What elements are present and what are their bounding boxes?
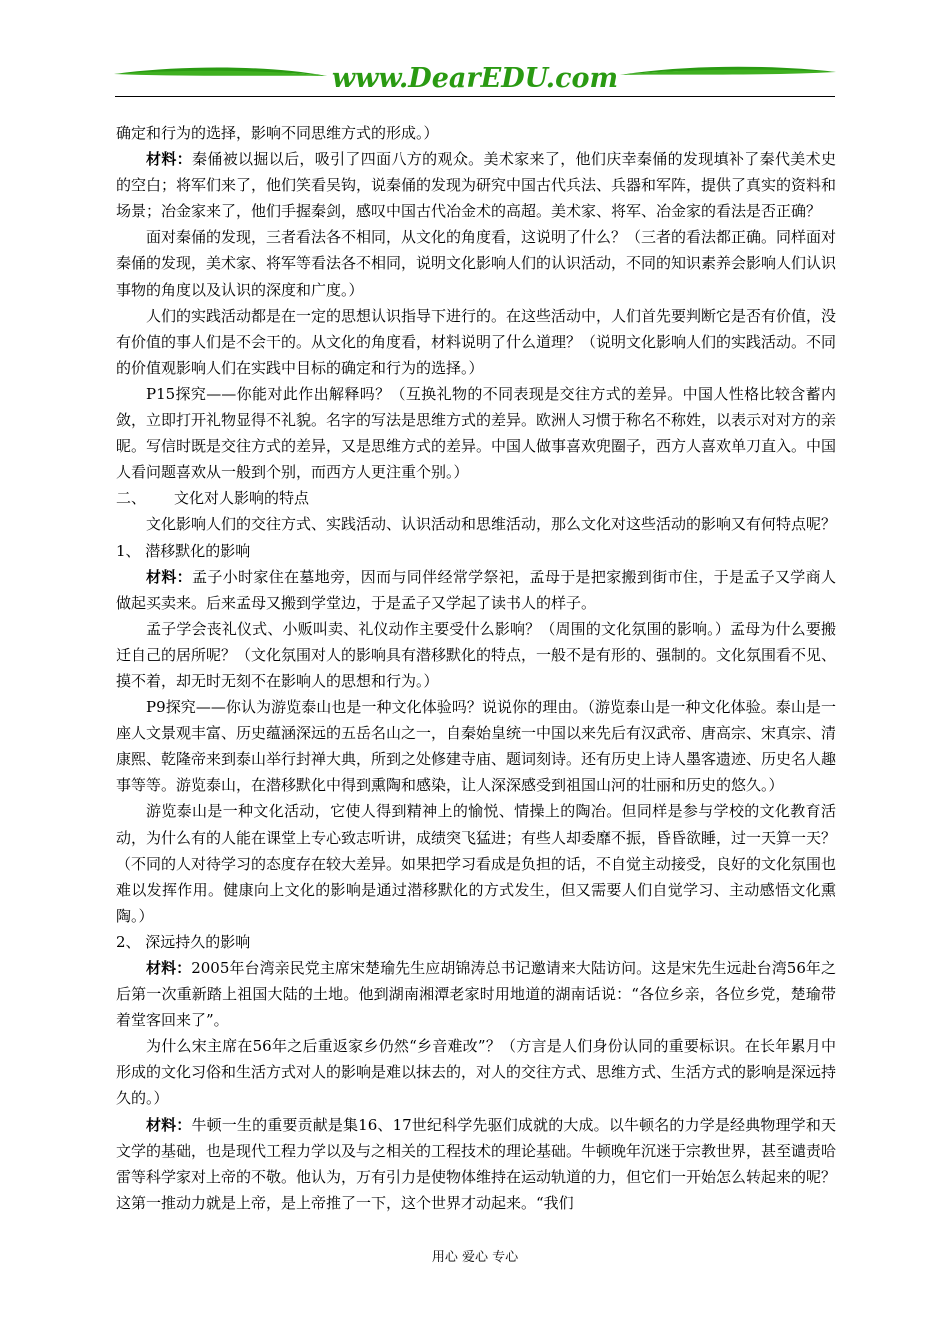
paragraph: P15探究——你能对此作出解释吗？（互换礼物的不同表现是交往方式的差异。中国人性格比较含蓄内敛，立即打开礼物显得不礼貌。名字的写法是思维方式的差异。欧洲人习惯于称名不称姓，以表示对对方的亲昵。写信时既是交往方式的差异，又是思维方式的差异。中国人做事喜欢兜圈子，西方人喜欢单刀直入。中国人看问题喜欢从一般到个别，而西方人更注重个别。）: [116, 384, 837, 482]
document-body: [116, 120, 836, 1216]
material-label: 材料：: [146, 150, 193, 169]
paragraph: [116, 955, 836, 1033]
paragraph: 确定和行为的选择，影响不同思维方式的形成。）: [116, 124, 439, 142]
paragraph: 游览泰山是一种文化活动，它使人得到精神上的愉悦、情操上的陶冶。但同样是参与学校的文化教育活动，为什么有的人能在课堂上专心致志听讲，成绩突飞猛进；有些人却委靡不振，昏昏欲睡，过一天算一天？（不同的人对待学习的态度存在较大差异。如果把学习看成是负担的话，不自觉主动接受，良好的文化氛围也难以发挥作用。健康向上文化的影响是通过潜移默化的方式发生，但又需要人们自觉学习、主动感悟文化熏陶。）: [116, 802, 837, 925]
header-swoosh-graphic: [112, 60, 838, 100]
paragraph: P9探究——你认为游览泰山也是一种文化体验吗？说说你的理由。（游览泰山是一种文化体验。泰山是一座人文景观丰富、历史蕴涵深远的五岳名山之一，自秦始皇统一中国以来先后有汉武帝、唐高宗、宋真宗、清康熙、乾隆帝来到泰山举行封禅大典，所到之处修建寺庙、题词刻诗。还有历史上诗人墨客遗迹、历史名人趣事等等。游览泰山，在潜移默化中得到熏陶和感染，让人深深感受到祖国山河的壮丽和历史的悠久。）: [116, 698, 837, 795]
paragraph: 人们的实践活动都是在一定的思想认识指导下进行的。在这些活动中，人们首先要判断它是否有价值，没有价值的事人们是不会干的。从文化的角度看，材料说明了什么道理？（说明文化影响人们的实践活动。不同的价值观影响人们在实践中目标的确定和行为的选择。）: [116, 306, 837, 377]
material-label: 材料：: [146, 1115, 192, 1134]
paragraph-text: 2005年台湾亲民党主席宋楚瑜先生应胡锦涛总书记邀请来大陆访问。这是宋先生远赴台湾56年之后第一次重新踏上祖国大陆的土地。他到湖南湘潭老家时用地道的湖南话说：“各位乡亲，各位乡党，楚瑜带着堂客回来了”。: [116, 959, 836, 1030]
section-number: 二、: [116, 489, 147, 508]
paragraph: 为什么宋主席在56年之后重返家乡仍然“乡音难改”？（方言是人们身份认同的重要标识。在长年累月中形成的文化习俗和生活方式对人的影响是难以抹去的，对人的交往方式、思维方式、生活方式的影响是深远持久的。）: [116, 1037, 837, 1108]
subsection-heading: 1、 潜移默化的影响: [116, 541, 251, 560]
site-url-logo: www.DearEDU.com: [331, 63, 619, 94]
paragraph: 孟子学会丧礼仪式、小贩叫卖、礼仪动作主要受什么影响？（周围的文化氛围的影响。）孟母为什么要搬迁自己的居所呢？（文化氛围对人的影响具有潜移默化的特点，一般不是有形的、强制的。文化氛围看不见、摸不着，却无时无刻不在影响人的思想和行为。）: [116, 619, 837, 690]
paragraph: 文化影响人们的交往方式、实践活动、认识活动和思维活动，那么文化对这些活动的影响又有何特点呢？: [146, 515, 837, 534]
paragraph: [116, 564, 836, 616]
paragraph-text: 牛顿一生的重要贡献是集16、17世纪科学先驱们成就的大成。以牛顿名的力学是经典物理学和天文学的基础，也是现代工程力学以及与之相关的工程技术的理论基础。牛顿晚年沉迷于宗教世界，甚至谴责哈雷等科学家对上帝的不敬。他认为，万有引力是使物体维持在运动轨道的力，但它们一开始怎么转起来的呢？这第一推动力就是上帝，是上帝推了一下，这个世界才动起来。“我们: [116, 1115, 837, 1212]
section-heading: [116, 485, 836, 511]
paragraph: [116, 1112, 836, 1216]
paragraph: [116, 146, 836, 224]
subsection-heading: 2、 深远持久的影响: [116, 932, 251, 951]
paragraph: 面对秦俑的发现，三者看法各不相同，从文化的角度看，这说明了什么？（三者的看法都正确。同样面对秦俑的发现，美术家、将军等看法各不相同，说明文化影响人们的认识活动，不同的知识素养会影响人们认识事物的角度以及认识的深度和广度。）: [116, 228, 837, 299]
paragraph-text: 秦俑被以掘以后，吸引了四面八方的观众。美术家来了，他们庆幸秦俑的发现填补了秦代美术史的空白；将军们来了，他们笑看吴钩，说秦俑的发现为研究中国古代兵法、兵器和军阵，提供了真实的资料和场景；冶金家来了，他们手握秦剑，感叹中国古代冶金术的高超。美术家、将军、冶金家的看法是否正确？: [116, 150, 837, 221]
paragraph-text: 孟子小时家住在墓地旁，因而与同伴经常学祭祀，孟母于是把家搬到街市住，于是孟子又学商人做起买卖来。后来孟母又搬到学堂边，于是孟子又学起了读书人的样子。: [116, 567, 836, 612]
material-label: 材料：: [146, 959, 192, 977]
page-footer: 用心 爱心 专心: [431, 1250, 519, 1265]
material-label: 材料：: [146, 567, 193, 586]
section-title: 文化对人影响的特点: [174, 489, 310, 508]
site-header-banner: [112, 60, 838, 100]
header-divider-line: [115, 96, 835, 97]
